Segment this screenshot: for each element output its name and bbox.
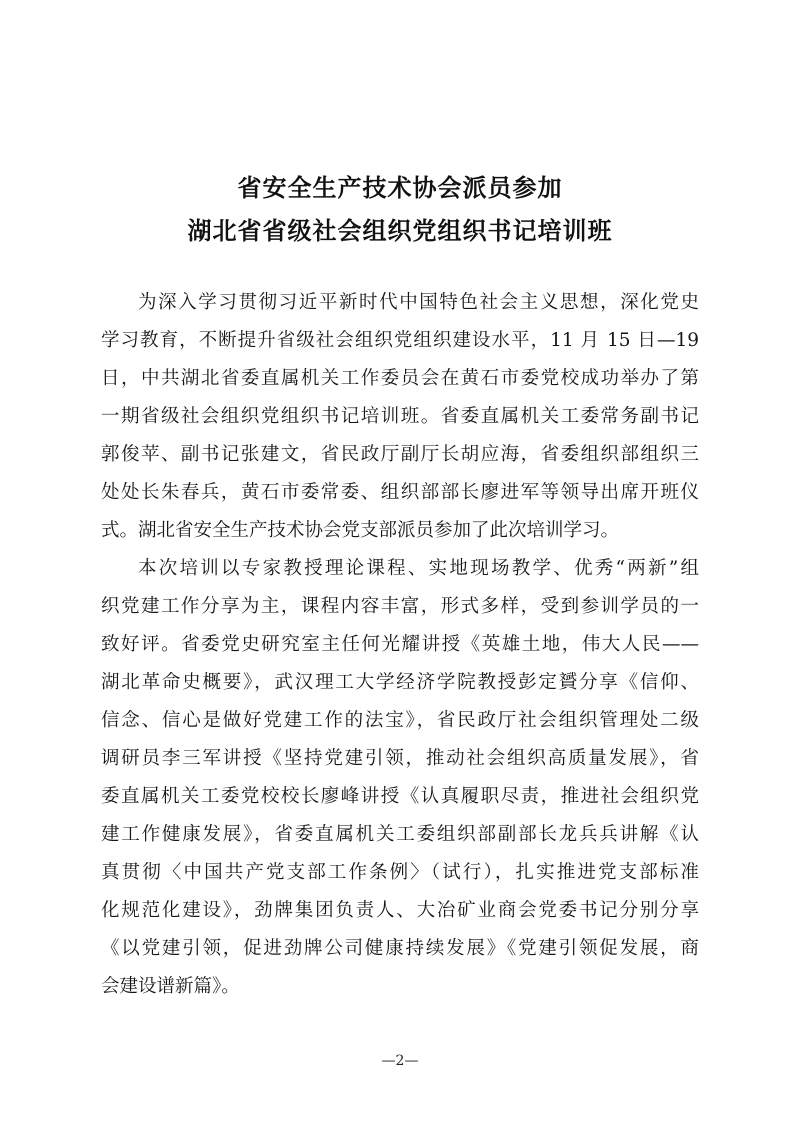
body-line: 建工作健康发展》，省委直属机关工委组织部副部长龙兵兵讲解《认 [101, 824, 699, 845]
body-line: 本次培训以专家教授理论课程、实地现场教学、优秀“两新”组 [138, 558, 699, 579]
body-line: 式。湖北省安全生产技术协会党支部派员参加了此次培训学习。 [101, 520, 620, 541]
body-line: 一期省级社会组织党组织书记培训班。省委直属机关工委常务副书记 [101, 406, 699, 427]
body-line: 学习教育，不断提升省级社会组织党组织建设水平，11 月 15 日—19 [101, 330, 699, 351]
body-line: 湖北革命史概要》，武汉理工大学经济学院教授彭定贇分享《信仰、 [101, 672, 699, 693]
page-number: —2— [381, 1053, 419, 1069]
document-title-line-1: 省安全生产技术协会派员参加 [237, 174, 563, 202]
body-line: 郭俊苹、副书记张建文，省民政厅副厅长胡应海，省委组织部组织三 [101, 444, 699, 465]
body-line: 会建设谱新篇》。 [101, 976, 240, 997]
body-line: 为深入学习贯彻习近平新时代中国特色社会主义思想，深化党史 [138, 292, 699, 313]
body-line: 化规范化建设》，劲牌集团负责人、大冶矿业商会党委书记分别分享 [101, 900, 699, 921]
body-line: 委直属机关工委党校校长廖峰讲授《认真履职尽责，推进社会组织党 [101, 786, 699, 807]
body-line: 致好评。省委党史研究室主任何光耀讲授《英雄土地，伟大人民—— [101, 634, 699, 655]
body-line: 织党建工作分享为主，课程内容丰富，形式多样，受到参训学员的一 [101, 596, 699, 617]
body-line: 《以党建引领，促进劲牌公司健康持续发展》《党建引领促发展，商 [101, 938, 699, 959]
body-line: 处处长朱春兵，黄石市委常委、组织部部长廖进军等领导出席开班仪 [101, 482, 699, 503]
body-line: 日，中共湖北省委直属机关工作委员会在黄石市委党校成功举办了第 [101, 368, 699, 389]
body-line: 信念、信心是做好党建工作的法宝》，省民政厅社会组织管理处二级 [101, 710, 699, 731]
document-title-line-2: 湖北省省级社会组织党组织书记培训班 [187, 217, 613, 245]
body-line: 真贯彻〈中国共产党支部工作条例〉（试行），扎实推进党支部标准 [101, 862, 699, 883]
body-line: 调研员李三军讲授《坚持党建引领，推动社会组织高质量发展》，省 [101, 748, 699, 769]
